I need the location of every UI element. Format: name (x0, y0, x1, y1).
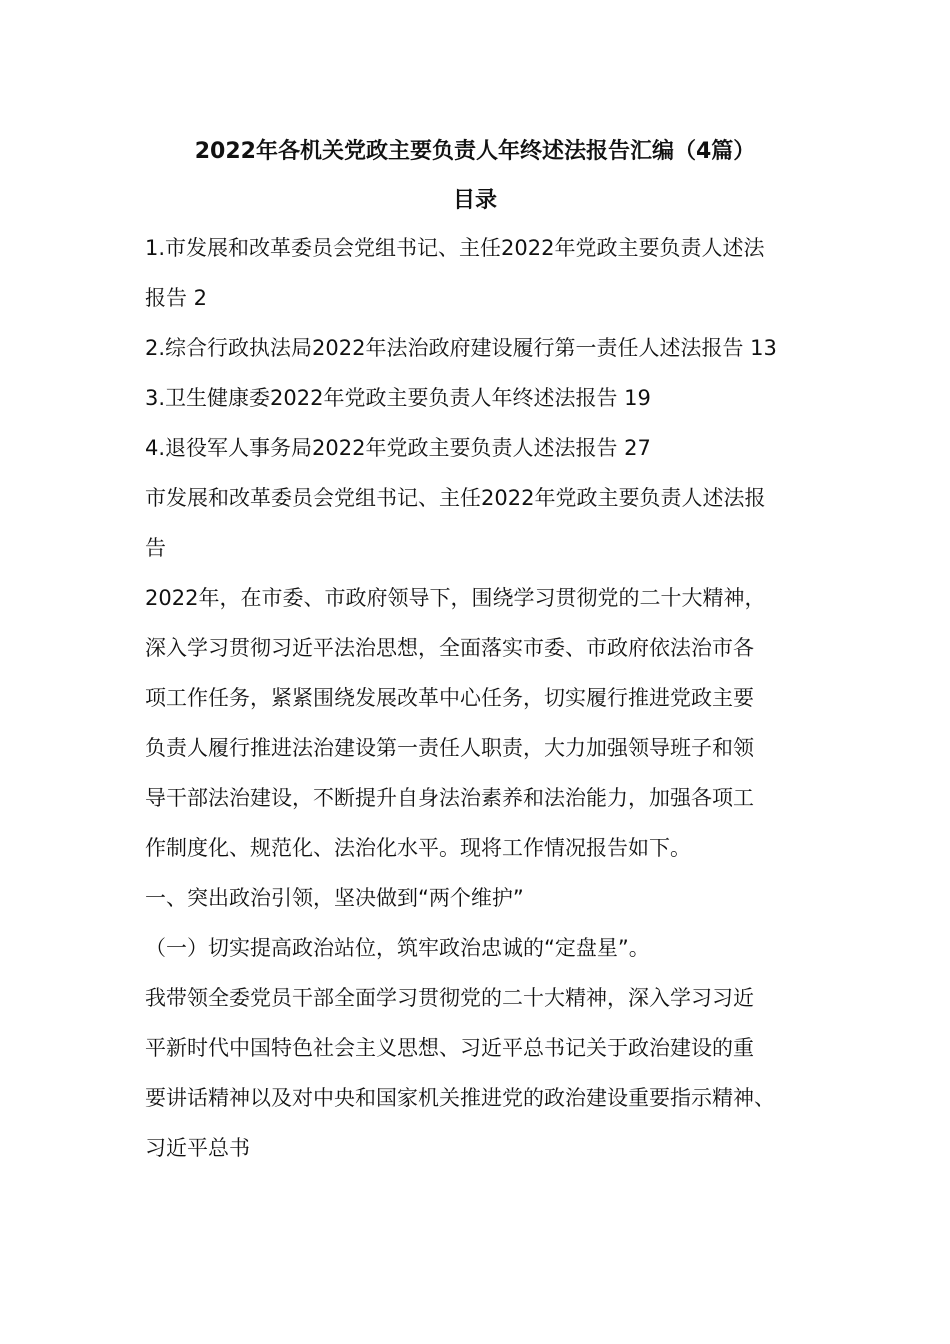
toc-entry-3: 3.卫生健康委2022年党政主要负责人年终述法报告 19 (145, 386, 651, 410)
body-text-line: 负责人履行推进法治建设第一责任人职责，大力加强领导班子和领 (145, 736, 754, 760)
toc-entry-4: 4.退役军人事务局2022年党政主要负责人述法报告 27 (145, 436, 651, 460)
body-text-line: 深入学习贯彻习近平法治思想，全面落实市委、市政府依法治市各 (145, 636, 754, 660)
body-text-line: 要讲话精神以及对中央和国家机关推进党的政治建设重要指示精神、 (145, 1086, 775, 1110)
body-text-line: 我带领全委党员干部全面学习贯彻党的二十大精神，深入学习习近 (145, 986, 754, 1010)
document-title: 2022年各机关党政主要负责人年终述法报告汇编（4篇） (194, 139, 756, 164)
body-text-line: 导干部法治建设，不断提升自身法治素养和法治能力，加强各项工 (145, 786, 754, 810)
subsection-heading: （一）切实提高政治站位，筑牢政治忠诚的“定盘星”。 (145, 936, 650, 960)
toc-heading: 目录 (452, 188, 497, 213)
body-text-line: 项工作任务，紧紧围绕发展改革中心任务，切实履行推进党政主要 (145, 686, 754, 710)
section-title: 市发展和改革委员会党组书记、主任2022年党政主要负责人述法报 (145, 486, 766, 510)
toc-entry-1-continued: 报告 2 (145, 286, 208, 310)
body-text-line: 习近平总书 (145, 1136, 250, 1160)
section-heading: 一、突出政治引领，坚决做到“两个维护” (145, 886, 524, 910)
section-title-continued: 告 (145, 536, 166, 560)
body-text-line: 作制度化、规范化、法治化水平。现将工作情况报告如下。 (145, 836, 691, 860)
toc-entry-2: 2.综合行政执法局2022年法治政府建设履行第一责任人述法报告 13 (145, 336, 777, 360)
body-text-line: 平新时代中国特色社会主义思想、习近平总书记关于政治建设的重 (145, 1036, 754, 1060)
toc-entry-1: 1.市发展和改革委员会党组书记、主任2022年党政主要负责人述法 (145, 236, 765, 260)
body-text-line: 2022年，在市委、市政府领导下，围绕学习贯彻党的二十大精神， (145, 586, 766, 610)
